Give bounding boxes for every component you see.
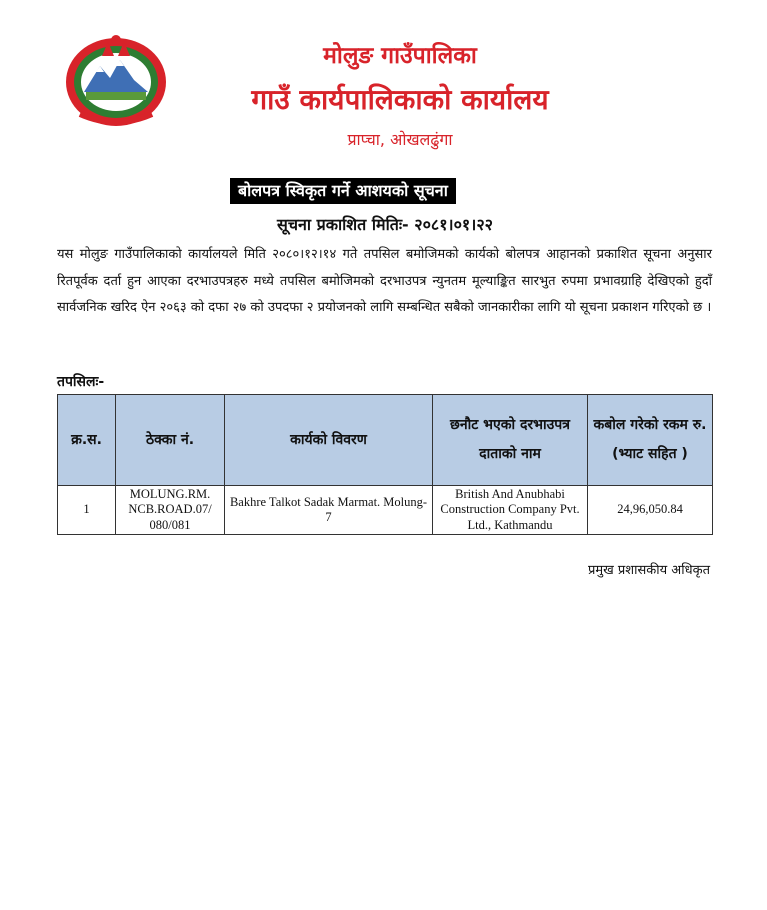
published-date: सूचना प्रकाशित मितिः- २०८१।०१।२२	[277, 215, 493, 234]
cell-bidder: British And Anubhabi Construction Company Pvt. Ltd., Kathmandu	[433, 486, 588, 535]
signatory-title: प्रमुख प्रशासकीय अधिकृत	[587, 563, 710, 578]
col-header-bidder: छनौट भएको दरभाउपत्र दाताको नाम	[433, 395, 588, 486]
col-header-description: कार्यको विवरण	[225, 395, 433, 486]
cell-amount: 24,96,050.84	[588, 486, 713, 535]
col-header-contract-no: ठेक्का नं.	[116, 395, 225, 486]
table-row	[58, 486, 713, 535]
cell-sn: 1	[58, 486, 116, 535]
office-name: गाउँ कार्यपालिकाको कार्यालय	[251, 83, 549, 116]
cell-description: Bakhre Talkot Sadak Marmat. Molung-7	[225, 486, 433, 535]
col-header-amount: कबोल गरेको रकम रु. (भ्याट सहित )	[588, 395, 713, 486]
notice-body: यस मोलुङ गाउँपालिकाको कार्यालयले मिति २०८०।१२।१४ गते तपसिल बमोजिमको कार्यको बोलपत्र आहानको प्रकाशित सूचना अनुसार रितपूर्वक दर्ता हुन आएका दरभाउपत्रहरु मध्ये तपसिल बमोजिमको दरभाउपत्र न्युनतम मूल्याङ्कित सारभुत रुपमा प्रभावग्राहि देखिएको हुदाँ सार्वजनिक खरिद ऐन २०६३ को दफा २७ को उपदफा २ प्रयोजनको लागि सम्बन्धित सबैको जानकारीका लागि यो सूचना प्रकाशन गरिएको छ ।	[57, 247, 712, 315]
municipality-name: मोलुङ गाउँपालिका	[323, 43, 477, 69]
col-header-sn: क्र.स.	[58, 395, 116, 486]
cell-contract-no: MOLUNG.RM. NCB.ROAD.07/ 080/081	[116, 486, 225, 535]
award-table	[57, 394, 713, 535]
notice-title: बोलपत्र स्विकृत गर्ने आशयको सूचना	[230, 178, 456, 204]
office-address: प्राप्चा, ओखलढुंगा	[347, 130, 453, 149]
table-header-row	[58, 395, 713, 486]
municipality-emblem-icon	[60, 30, 172, 130]
details-label: तपसिलः-	[57, 374, 105, 390]
